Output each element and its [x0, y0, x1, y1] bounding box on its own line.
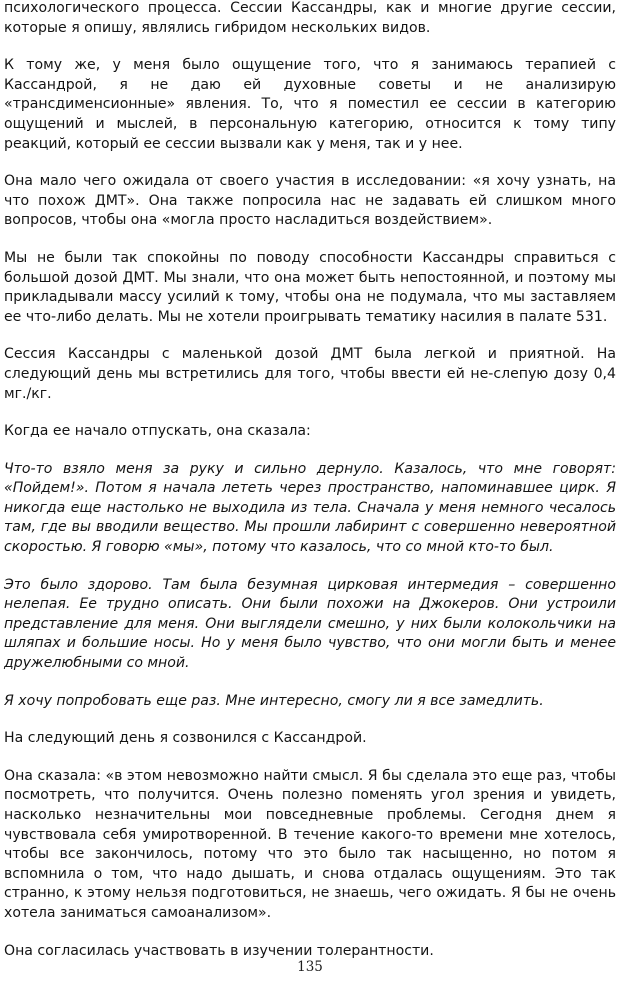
paragraph-6: Когда ее начало отпускать, она сказала:	[4, 423, 311, 440]
page-number: 135	[297, 959, 323, 975]
paragraph-3: Она мало чего ожидала от своего участия в исследовании: «я хочу узнать, на что похож ДМТ». Она также попросила нас не задавать ей слишком много вопросов, чтобы она «могла просто насладиться воздействием».	[4, 173, 616, 229]
paragraph-2: К тому же, у меня было ощущение того, что я занимаюсь терапией с Кассандрой, я не даю ей духовные советы и не анализирую «трансдименсионные» явления. То, что я поместил ее сессии в категорию ощущений и мыслей, в персональную категорию, относится к тому типу реакций, который ее сессии вызвали как у меня, так и у нее.	[4, 57, 616, 152]
quote-paragraph-1: Что-то взяло меня за руку и сильно дернуло. Казалось, что мне говорят: «Пойдем!». Потом я начала лететь через пространство, напоминавшее цирк. Я никогда еще настолько не выходила из тела. Сначала у меня немного чесалось там, где вы вводили вещество. Мы прошли лабиринт с совершенно невероятной скоростью. Я говорю «мы», потому что казалось, что со мной кто-то был.	[4, 460, 616, 556]
text-column	[4, 0, 616, 979]
paragraph-5: Сессия Кассандры с маленькой дозой ДМТ была легкой и приятной. На следующий день мы встретились для того, чтобы ввести ей не-слепую дозу 0,4 мг./кг.	[4, 346, 616, 402]
quote-paragraph-3: Я хочу попробовать еще раз. Мне интересно, смогу ли я все замедлить.	[4, 692, 544, 709]
paragraph-7: На следующий день я созвонился с Кассандрой.	[4, 730, 367, 747]
paragraph-9: Она согласилась участвовать в изучении толерантности.	[4, 942, 434, 959]
paragraph-1: психологического процесса. Сессии Кассандры, как и многие другие сессии, которые я опишу, являлись гибридом нескольких видов.	[4, 0, 616, 36]
quote-paragraph-2: Это было здорово. Там была безумная цирковая интермедия – совершенно нелепая. Ее трудно описать. Они были похожи на Джокеров. Они устроили представление для меня. Они выглядели смешно, у них были колокольчики на шляпах и большие носы. Но у меня было чувство, что они могли быть и менее дружелюбными со мной.	[4, 576, 616, 672]
paragraph-4: Мы не были так спокойны по поводу способности Кассандры справиться с большой дозой ДМТ. Мы знали, что она может быть непостоянной, и поэтому мы прикладывали массу усилий к тому, чтобы она не подумала, что мы заставляем ее что-либо делать. Мы не хотели проигрывать тематику насилия в палате 531.	[4, 249, 616, 325]
paragraph-8: Она сказала: «в этом невозможно найти смысл. Я бы сделала это еще раз, чтобы посмотреть, что получится. Очень полезно поменять угол зрения и увидеть, насколько незначительны мои повседневные проблемы. Сегодня днем я чувствовала себя умиротворенной. В течение какого-то времени мне хотелось, чтобы все закончилось, потому что это было так насыщенно, но потом я вспомнила о том, что надо дышать, и снова отдалась ощущениям. Это так странно, к этому нельзя подготовиться, не знаешь, чего ожидать. Я бы не очень хотела заниматься самоанализом».	[4, 767, 616, 921]
